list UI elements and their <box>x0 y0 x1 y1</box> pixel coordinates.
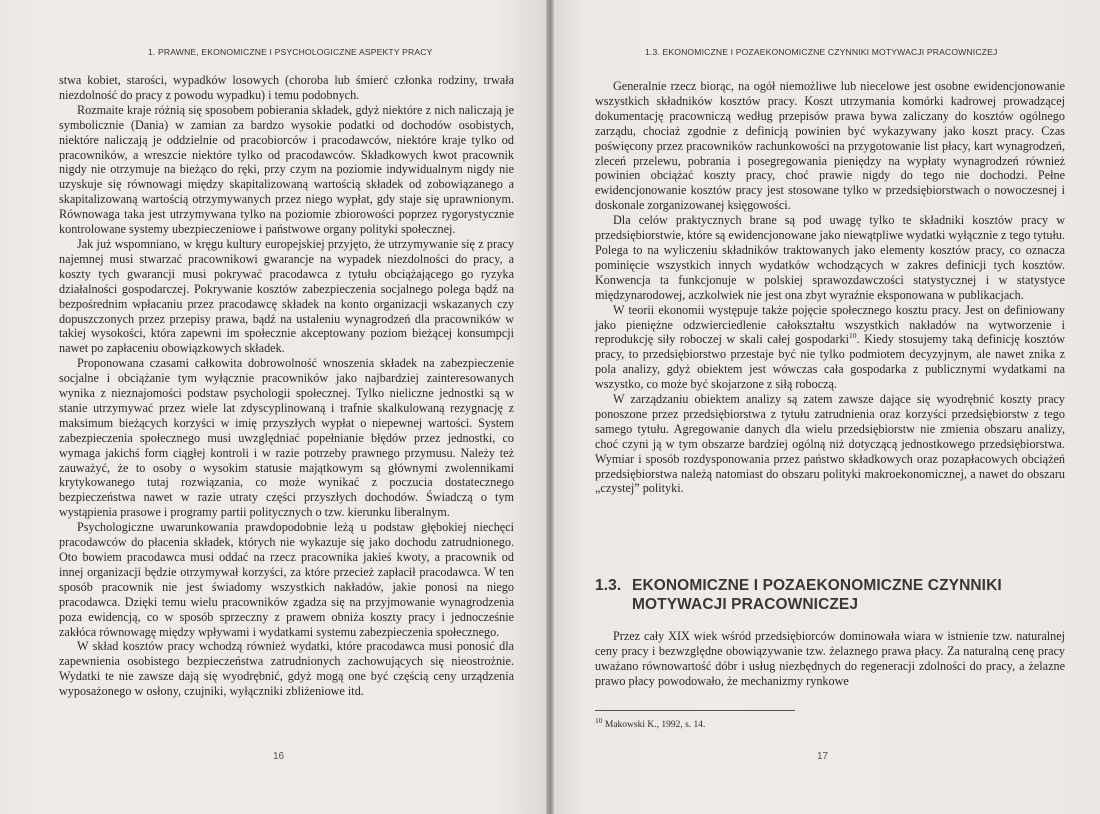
paragraph: Proponowana czasami całkowita dobrowolność wnoszenia składek na zabezpieczenie socjalne i obciążanie tym wyłącznie pracowników jako najbardziej zainteresowanych wynika z nieznajomości podstaw psychologii społecznej. Tylko nieliczne jednostki są w stanie utrzymywać przez wiele lat zdyscyplinowaną i trafnie skalkulowaną rezygnację z maksimum bieżących korzyści w imię przyszłych wypłat o niepewnej wartości. System zabezpieczenia społecznego musi uwzględniać popełnianie błędów przez jednostki, co wymaga jakichś form ciągłej kontroli i w razie potrzeby prawnego przymusu. Należy też zauważyć, że to osoby o wysokim statusie majątkowym są głównymi zwolennikami krytykowanego tutaj rozwiązania, co może wynikać z poczucia dostatecznego bezpieczeństwa nawet w razie utraty części przyszłych dochodów. Świadczą o tym wystąpienia prasowe i programy partii politycznych o tzw. kierunku liberalnym. <box>59 356 514 520</box>
book-gutter <box>546 0 554 814</box>
paragraph: Generalnie rzecz biorąc, na ogół niemożliwe lub niecelowe jest osobne ewidencjonowanie wszystkich składników kosztów pracy. Koszt utrzymania komórki kadrowej prowadzącej dokumentację pracowniczą według przepisów prawa bywa zaliczany do kosztów ogólnego zarządu, chociaż zgodnie z definicją powinien być wykazywany jako koszt pracy. Czas poświęcony przez pracowników rachunkowości na przygotowanie list płacy, kart wynagrodzeń, zleceń przelewu, pobrania i posegregowania pieniędzy na wypłaty wynagrodzeń również powinien obciążać koszty pracy, choć prawie nigdy do tego nie dochodzi. Pełne ewidencjonowanie kosztów pracy jest stosowane tylko w przedsiębiorstwach o nowoczesnej i doskonale zorganizowanej księgowości. <box>595 79 1065 213</box>
paragraph-with-footnote <box>595 303 1065 392</box>
right-page <box>550 0 1100 814</box>
footnote-text: Makowski K., 1992, s. 14. <box>604 720 706 730</box>
left-body-text <box>59 73 514 699</box>
paragraph: stwa kobiet, starości, wypadków losowych (choroba lub śmierć członka rodziny, trwała niezdolność do pracy z powodu wypadku) i temu podobnych. <box>59 73 514 102</box>
paragraph: W skład kosztów pracy wchodzą również wydatki, które pracodawca musi ponosić dla zapewnienia osobistego bezpieczeństwa zatrudnionych zachowujących się nieostrożnie. Wydatki te nie zawsze dają się wyodrębnić, gdyż mogą one być częścią ceny urządzenia wyposażonego w osłony, czujniki, wyłączniki zbliżeniowe itd. <box>59 639 514 699</box>
section-heading <box>595 576 1065 614</box>
paragraph: Rozmaite kraje różnią się sposobem pobierania składek, gdyż niektóre z nich naliczają je symbolicznie (Dania) w zamian za bardzo wysokie podatki od dochodów osobistych, niektóre naliczają je oddzielnie od pracobiorców i pracodawców, niektóre kraje tylko od pracowników, a wreszcie niektóre tylko od pracodawców. Składkowych kwot pracownik nigdy nie otrzymuje na bieżąco do ręki, przy czym na poziomie indywidualnym nigdy nie uzyskuje się równowagi między skapitalizowaną wartością składek od zobowiązanego a skapitalizowaną wartością otrzymywanych przez niego wypłat, gdy staje się uprawnionym. Równowaga taka jest utrzymywana tylko na poziomie zbiorowości poprzez rygorystycznie kontrolowane systemy ubezpieczeniowe i państwowe organy polityki społecznej. <box>59 102 514 237</box>
page-number-left: 16 <box>273 751 285 762</box>
right-body-text <box>595 79 1065 496</box>
section-number: 1.3. <box>595 577 622 594</box>
paragraph-text: W teorii ekonomii występuje także pojęcie społecznego kosztu pracy. Jest on definiowany jako pieniężne odzwierciedlenie całokształtu wszystkich nakładów na wytworzenie i reprodukcję siły roboczej w skali całej gospodarki <box>595 302 1065 347</box>
footnote <box>595 715 706 731</box>
section-title: EKONOMICZNE I POZAEKONOMICZNE CZYNNIKI MOTYWACJI PRACOWNICZEJ <box>632 577 1002 613</box>
paragraph: Psychologiczne uwarunkowania prawdopodobnie leżą u podstaw głębokiej niechęci pracodawców do płacenia składek, których nie wykazuje się jako dochodu zatrudnionego. Oto bowiem pracodawca musi oddać na rzecz pracownika jakieś kwoty, a pracownik od innej organizacji będzie otrzymywał korzyści, za które przecież zapłacił pracodawca. W ten sposób pracownik nie jest świadomy wszystkich nakładów, jakie ponosi na niego pracodawca. Dzięki temu wielu pracowników zgadza się na przyjmowanie wynagrodzenia poza ewidencją, co w sposób sprzeczny z prawem obniża koszty pracy i jednocześnie zakłóca równowagę między wpływami i wydatkami systemu zabezpieczenia społecznego. <box>59 520 514 639</box>
paragraph: Przez cały XIX wiek wśród przedsiębiorców dominowała wiara w istnienie tzw. naturalnej ceny pracy i bezwzględne obowiązywanie tzw. żelaznego prawa płacy. Za naturalną cenę pracy uważano równowartość dóbr i usług niezbędnych do regeneracji zdolności do pracy, a żelazne prawo płacy powodowało, że mechanizmy rynkowe <box>595 629 1065 688</box>
running-header-right: 1.3. EKONOMICZNE I POZAEKONOMICZNE CZYNNIKI MOTYWACJI PRACOWNICZEJ <box>645 47 998 57</box>
footnote-number: 10 <box>595 715 603 725</box>
paragraph: W zarządzaniu obiektem analizy są zatem zawsze dające się wyodrębnić koszty pracy ponoszone przez przedsiębiorstwa z tytułu zatrudnienia oraz korzyści przedsiębiorstw z tego samego tytułu. Agregowanie danych dla wielu przedsiębiorstw nie zmienia obszaru analizy, choć czyni ją w tym obszarze bardziej ogólną niż dotyczącą jednostkowego przedsiębiorstwa. Wymiar i sposób rozdysponowania przez państwo składkowych oraz pozapłacowych obciążeń przedsiębiorstwa należą natomiast do obszaru polityki makroekonomicznej, a nawet do obszaru „czystej” polityki. <box>595 392 1065 496</box>
paragraph: Dla celów praktycznych brane są pod uwagę tylko te składniki kosztów pracy w przedsiębiorstwie, które są ewidencjonowane jako niewątpliwe wydatki wyłącznie z tego tytułu. Polega to na wyliczeniu składników traktowanych jako elementy kosztów pracy, co oznacza pominięcie wszystkich innych wydatków wchodzących w zakres definicji tych kosztów. Konwencja ta funkcjonuje w polskiej sprawozdawczości statystycznej i w statystyce międzynarodowej, aczkolwiek nie jest ona zbyt wyraźnie eksponowana w publikacjach. <box>595 213 1065 302</box>
paragraph-text-continued: . Kiedy stosujemy taką definicję kosztów pracy, to przedsiębiorstwo przestaje być nie tylko podmiotem decyzyjnym, ale nawet znika z pola analizy, gdyż obiektem jest wówczas cała gospodarka z publicznymi wydatkami na wszystko, co może być skojarzone z siłą roboczą. <box>595 332 1065 392</box>
paragraph: Jak już wspomniano, w kręgu kultury europejskiej przyjęto, że utrzymywanie się z pracy najemnej musi stwarzać pracownikowi gwarancje na wypadek niezdolności do pracy, a koszty tych gwarancji musi pokrywać pracodawca z tytułu obciążającego go ryzyka działalności gospodarczej. Pokrywanie kosztów zabezpieczenia socjalnego polega bądź na bezpośrednim wpłacaniu przez pracodawcę składek na konto organizacji wskazanych czy dopuszczonych przez przepisy prawa, bądź na ustaleniu wynagrodzeń dla pracowników w takiej wysokości, która zapewni im społecznie akceptowany poziom bieżącej konsumpcji nawet po zapłaceniu obowiązkowych składek. <box>59 236 514 356</box>
footnote-reference: 10 <box>848 331 857 341</box>
page-number-right: 17 <box>817 751 829 762</box>
running-header-left: 1. PRAWNE, EKONOMICZNE I PSYCHOLOGICZNE ASPEKTY PRACY <box>148 47 433 57</box>
footnote-rule <box>595 710 795 711</box>
section-body-text <box>595 629 1065 689</box>
